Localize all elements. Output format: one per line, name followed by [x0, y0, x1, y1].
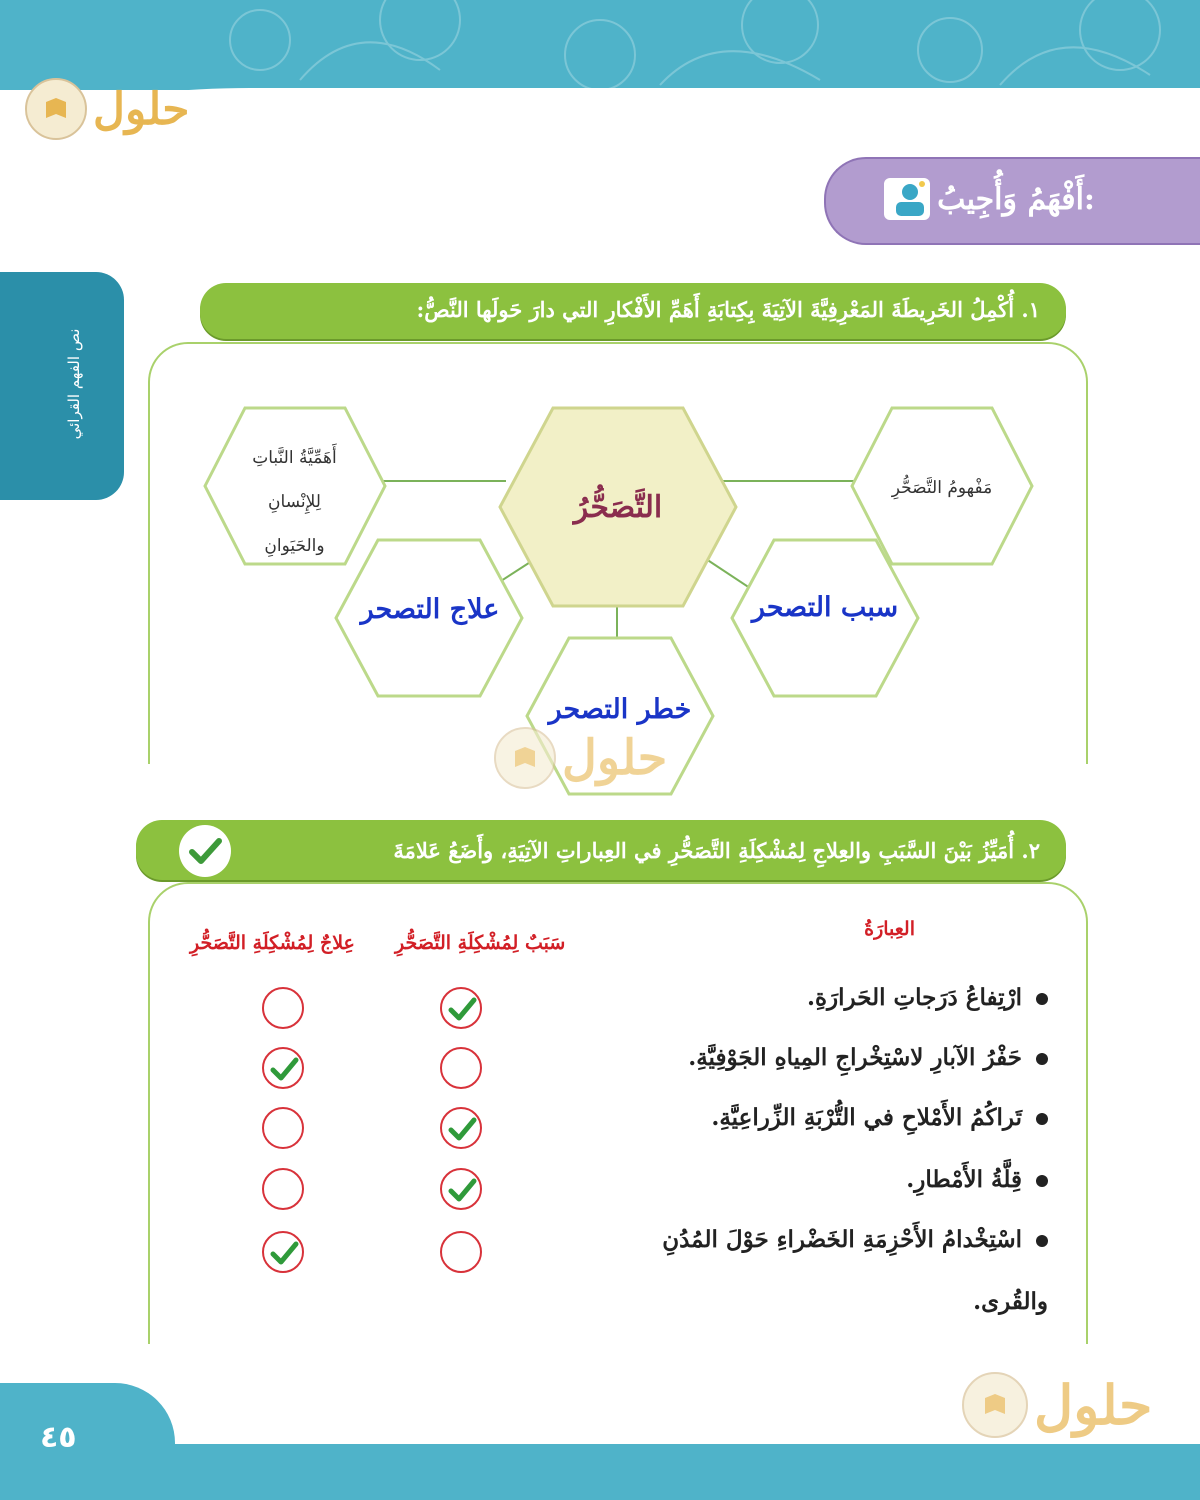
checkmark-icon [446, 1175, 478, 1205]
question-1-text: ١. أُكْمِلُ الخَرِيطَةَ المَعْرِفِيَّةَ الآتِيَةَ بِكِتابَةِ أَهَمِّ الأَفْكارِ التي دارَ حَولَها النَّصُّ: [416, 297, 1040, 322]
map-center-label [553, 490, 683, 525]
statement-row-1 [807, 984, 1048, 1011]
answer-circle-cause-row-4[interactable] [440, 1168, 482, 1210]
importance-line-1: أَهَمِّيَّةُ النَّباتِ [252, 448, 337, 468]
statement-text: اسْتِخْدامُ الأَحْزِمَةِ الخَضْراءِ حَوْلَ المُدُنِ [662, 1226, 1022, 1253]
logo-watermark-bottom [962, 1372, 1152, 1438]
answer-circle-cause-row-1[interactable] [440, 987, 482, 1029]
page-number-tab [0, 1383, 175, 1483]
answer-circle-treatment-row-5[interactable] [262, 1231, 304, 1273]
checkmark-icon [268, 1054, 300, 1084]
statement-row-2 [688, 1044, 1048, 1071]
map-treatment-answer: علاج التصحر [360, 594, 500, 625]
logo-watermark-middle [494, 727, 667, 789]
answer-circle-treatment-row-3[interactable] [262, 1107, 304, 1149]
statement-row-5-continued: والقُرى. [973, 1288, 1048, 1315]
checkmark-icon [179, 825, 231, 877]
side-tab-label: نص الفهم القرائي [65, 328, 83, 440]
center-text: التَّصَحُّرُ [573, 490, 663, 525]
bottom-banner [0, 1444, 1200, 1500]
column-cause-header: سَبَبٌ لِمُشْكِلَةِ التَّصَحُّرِ [395, 932, 566, 954]
logo-text: حلول [1034, 1373, 1153, 1437]
answer-circle-treatment-row-2[interactable] [262, 1047, 304, 1089]
answer-circle-cause-row-3[interactable] [440, 1107, 482, 1149]
bullet-icon [1036, 1235, 1048, 1247]
statement-text: قِلَّةُ الأَمْطارِ. [906, 1166, 1022, 1193]
importance-line-3: والحَيَوانِ [264, 536, 325, 556]
bullet-icon [1036, 993, 1048, 1005]
answer-circle-treatment-row-1[interactable] [262, 987, 304, 1029]
question-2-text: ٢. أُمَيِّزُ بَيْنَ السَّبَبِ والعِلاجِ لِمُشْكِلَةِ التَّصَحُّرِ في العِباراتِ الآتِيَةِ، وأَضَعُ عَلامَةَ [393, 838, 1040, 863]
column-statement-header: العِبارَةُ [864, 918, 915, 940]
bullet-icon [1036, 1053, 1048, 1065]
answer-circle-cause-row-2[interactable] [440, 1047, 482, 1089]
statement-row-4 [906, 1166, 1048, 1193]
checkmark-icon [446, 1114, 478, 1144]
page-number: ٤٥ [40, 1420, 77, 1455]
section-title: أَفْهَمُ وَأُجِيبُ: [937, 182, 1095, 217]
logo-text: حلول [93, 83, 190, 135]
answer-circle-treatment-row-4[interactable] [262, 1168, 304, 1210]
bullet-icon [1036, 1113, 1048, 1125]
logo-book-icon [962, 1372, 1028, 1438]
map-danger-answer: خطر التصحر [548, 694, 692, 725]
map-concept-label: مَفْهومُ التَّصَحُّرِ [891, 478, 993, 498]
logo-text: حلول [562, 730, 668, 786]
logo-book-icon [494, 727, 556, 789]
statement-text: تَراكُمُ الأَمْلاحِ في التُّرْبَةِ الزِّراعِيَّةِ. [711, 1104, 1022, 1131]
statement-row-3 [711, 1104, 1048, 1131]
statement-row-5 [662, 1226, 1048, 1253]
importance-line-2: لِلإِنْسانِ [268, 492, 321, 512]
column-treatment-header: عِلاجٌ لِمُشْكِلَةِ التَّصَحُّرِ [190, 932, 355, 954]
answer-circle-cause-row-5[interactable] [440, 1231, 482, 1273]
map-importance-label [222, 436, 367, 568]
statement-text: ارْتِفاعُ دَرَجاتِ الحَرارَةِ. [807, 984, 1022, 1011]
bullet-icon [1036, 1175, 1048, 1187]
checkmark-badge [179, 825, 231, 877]
statement-text: حَفْرُ الآبارِ لاسْتِخْراجِ المِياهِ الجَوْفِيَّةِ. [688, 1044, 1022, 1071]
checkmark-icon [268, 1238, 300, 1268]
map-cause-answer: سبب التصحر [751, 592, 899, 623]
checkmark-icon [446, 994, 478, 1024]
